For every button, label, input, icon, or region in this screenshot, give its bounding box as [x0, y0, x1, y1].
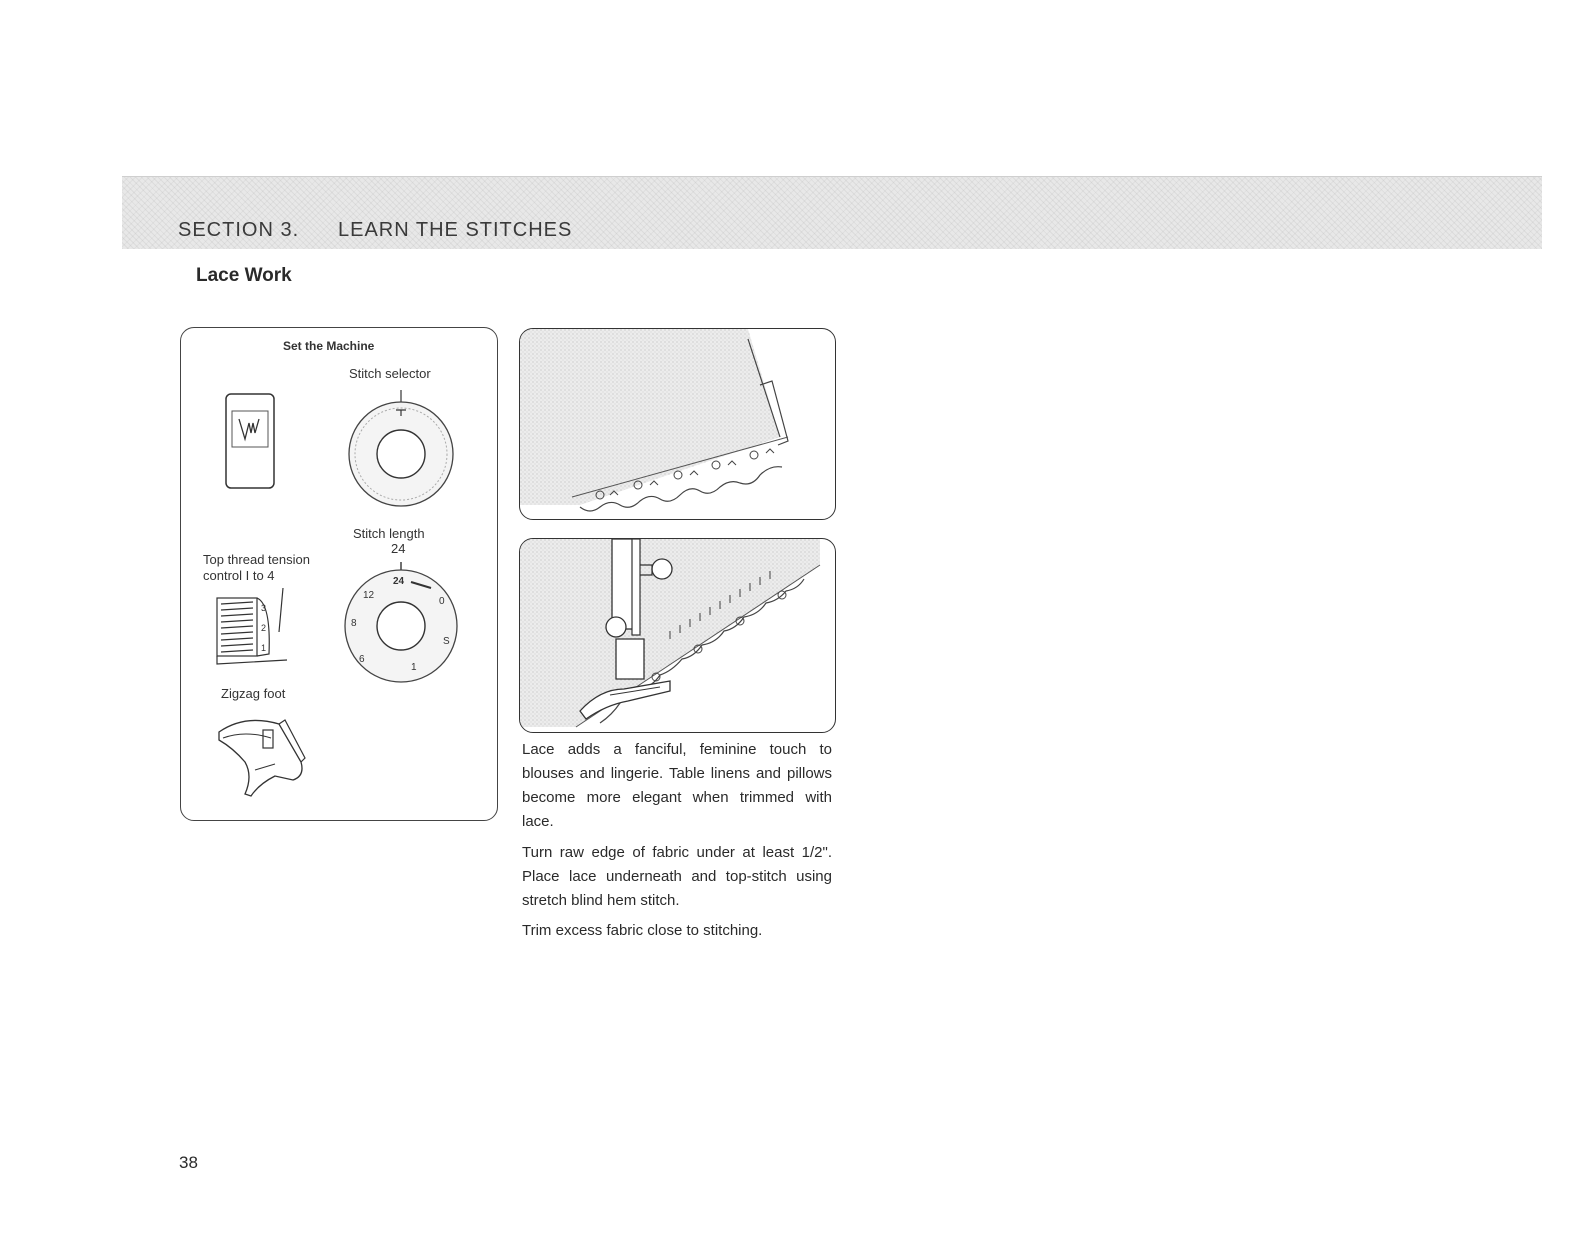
dial-mark-1: 1 [411, 662, 417, 673]
page-number: 38 [179, 1153, 198, 1172]
dial-mark-0: 0 [439, 596, 445, 607]
section-title: LEARN THE STITCHES [338, 219, 573, 241]
stitch-length-dial [339, 560, 463, 688]
stitch-pattern-window [225, 393, 275, 489]
dial-mark-s: S [443, 636, 450, 647]
tension-mark-3: 3 [261, 603, 267, 613]
paragraph-3: Trim excess fabric close to stitching. [522, 922, 763, 939]
tension-mark-2: 2 [261, 623, 267, 633]
machine-settings-panel [180, 327, 498, 821]
sewing-lace-illustration [519, 538, 836, 733]
stitch-selector-label: Stitch selector [349, 366, 431, 381]
zigzag-foot-label: Zigzag foot [221, 686, 286, 701]
tension-label-line2: control I to 4 [203, 568, 275, 583]
tension-label-line1: Top thread tension [203, 552, 310, 567]
dial-mark-12: 12 [363, 590, 375, 601]
panel-heading: Set the Machine [283, 339, 375, 353]
stitch-length-label: Stitch length [353, 526, 425, 541]
dial-mark-6: 6 [359, 654, 365, 665]
tension-control-dial [211, 584, 291, 668]
paragraph-2: Turn raw edge of fabric under at least 1/2". Place lace underneath and top-stitch using stretch blind hem stitch. [522, 844, 832, 909]
lace-edge-illustration [519, 328, 836, 520]
page-subtitle: Lace Work [196, 265, 292, 286]
dial-mark-8: 8 [351, 618, 357, 629]
dial-mark-24: 24 [393, 576, 405, 587]
section-number: SECTION 3. [178, 219, 300, 241]
paragraph-1: Lace adds a fanciful, feminine touch to blouses and lingerie. Table linens and pillows become more elegant when trimmed with lace. [522, 741, 832, 830]
stitch-length-value: 24 [391, 541, 406, 556]
tension-mark-1: 1 [261, 643, 267, 653]
section-banner [122, 176, 1542, 249]
zigzag-foot-illustration [215, 710, 315, 800]
stitch-selector-dial [341, 388, 461, 508]
